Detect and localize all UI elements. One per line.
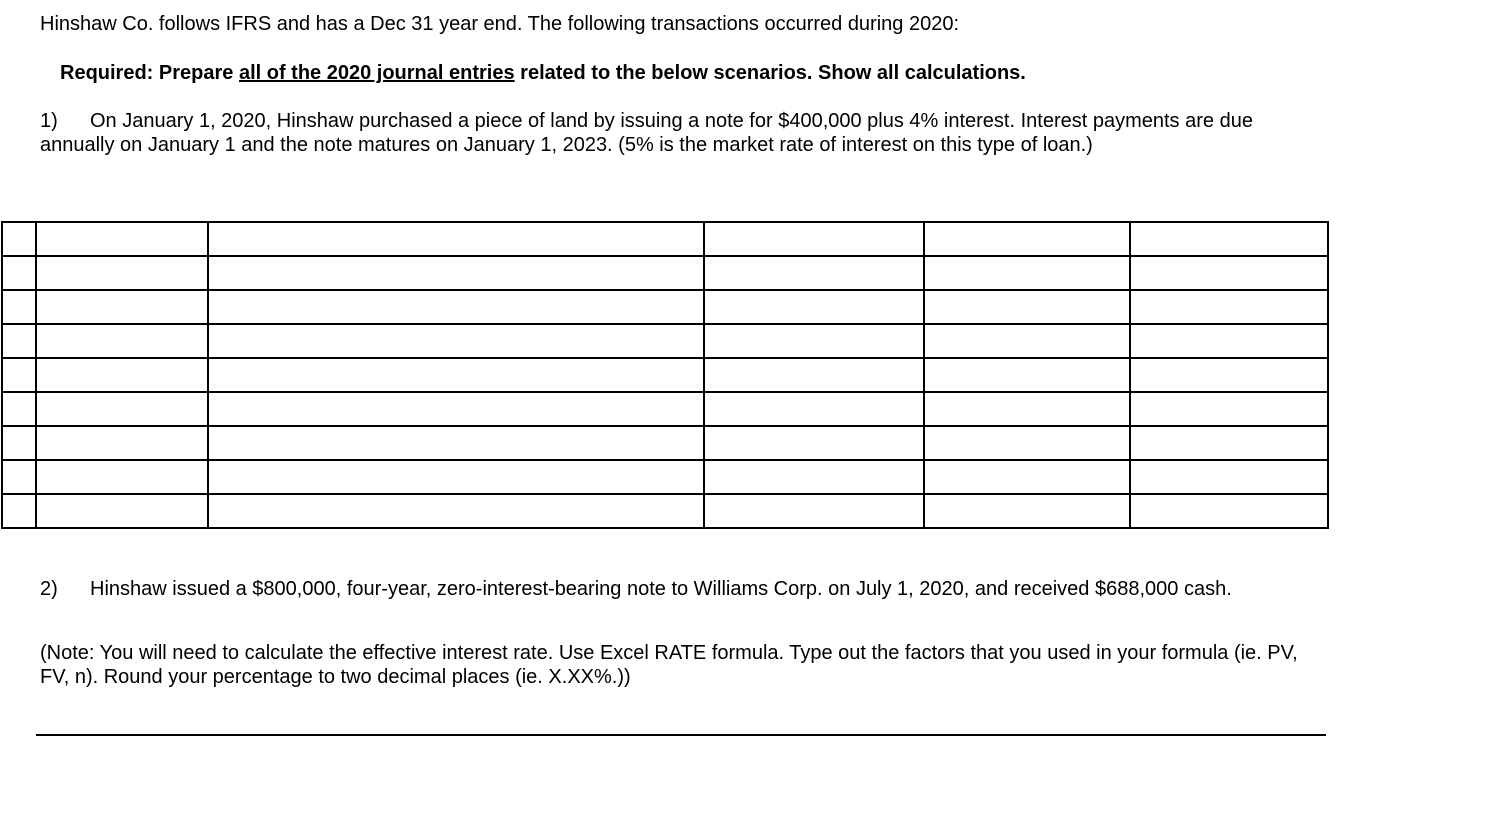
- entry-number-cell[interactable]: [2, 290, 36, 324]
- extra-cell[interactable]: [1130, 426, 1328, 460]
- date-cell[interactable]: [36, 358, 208, 392]
- date-cell[interactable]: [36, 290, 208, 324]
- account-cell[interactable]: [208, 290, 704, 324]
- account-cell[interactable]: [208, 358, 704, 392]
- account-cell[interactable]: [208, 392, 704, 426]
- extra-cell[interactable]: [1130, 358, 1328, 392]
- required-label: Required: Prepare: [60, 62, 239, 84]
- entry-number-cell[interactable]: [2, 494, 36, 528]
- extra-cell[interactable]: [1130, 290, 1328, 324]
- table-row: [2, 460, 1328, 494]
- date-cell[interactable]: [36, 324, 208, 358]
- date-cell[interactable]: [36, 222, 208, 256]
- credit-cell[interactable]: [924, 358, 1130, 392]
- required-rest: related to the below scenarios. Show all calculations.: [514, 62, 1026, 84]
- extra-cell[interactable]: [1130, 392, 1328, 426]
- debit-cell[interactable]: [704, 256, 924, 290]
- extra-cell[interactable]: [1130, 222, 1328, 256]
- table-row: [2, 426, 1328, 460]
- extra-cell[interactable]: [1130, 460, 1328, 494]
- journal-entry-table: [1, 221, 1329, 529]
- entry-number-cell[interactable]: [2, 358, 36, 392]
- debit-cell[interactable]: [704, 426, 924, 460]
- debit-cell[interactable]: [704, 494, 924, 528]
- date-cell[interactable]: [36, 392, 208, 426]
- entry-number-cell[interactable]: [2, 256, 36, 290]
- table-row: [2, 290, 1328, 324]
- debit-cell[interactable]: [704, 324, 924, 358]
- date-cell[interactable]: [36, 494, 208, 528]
- scenario-1-text: On January 1, 2020, Hinshaw purchased a piece of land by issuing a note for $400,000 plus 4% interest. Interest payments are due annually on January 1 and the note matures on January 1, 2023. (5% is the market rate of interest on this type of loan.): [40, 110, 1253, 156]
- credit-cell[interactable]: [924, 494, 1130, 528]
- debit-cell[interactable]: [704, 392, 924, 426]
- table-row: [2, 358, 1328, 392]
- account-cell[interactable]: [208, 426, 704, 460]
- credit-cell[interactable]: [924, 290, 1130, 324]
- scenario-1: [40, 109, 1330, 157]
- credit-cell[interactable]: [924, 256, 1130, 290]
- account-cell[interactable]: [208, 460, 704, 494]
- entry-number-cell[interactable]: [2, 426, 36, 460]
- extra-cell[interactable]: [1130, 256, 1328, 290]
- scenario-2-text: Hinshaw issued a $800,000, four-year, zero-interest-bearing note to Williams Corp. on July 1, 2020, and received $688,000 cash.: [90, 578, 1232, 600]
- date-cell[interactable]: [36, 426, 208, 460]
- entry-number-cell[interactable]: [2, 324, 36, 358]
- credit-cell[interactable]: [924, 324, 1130, 358]
- scenario-2: [40, 577, 1330, 601]
- extra-cell[interactable]: [1130, 324, 1328, 358]
- table-row: [2, 256, 1328, 290]
- credit-cell[interactable]: [924, 392, 1130, 426]
- extra-cell[interactable]: [1130, 494, 1328, 528]
- table-row: [2, 324, 1328, 358]
- date-cell[interactable]: [36, 256, 208, 290]
- debit-cell[interactable]: [704, 460, 924, 494]
- account-cell[interactable]: [208, 494, 704, 528]
- journal-entry-rows: [2, 222, 1328, 528]
- entry-number-cell[interactable]: [2, 460, 36, 494]
- entry-number-cell[interactable]: [2, 392, 36, 426]
- scenario-2-number: 2): [40, 578, 58, 600]
- required-underlined: all of the 2020 journal entries: [238, 62, 515, 84]
- debit-cell[interactable]: [704, 358, 924, 392]
- account-cell[interactable]: [208, 324, 704, 358]
- table-row: [2, 222, 1328, 256]
- debit-cell[interactable]: [704, 290, 924, 324]
- table-row: [2, 392, 1328, 426]
- account-cell[interactable]: [208, 222, 704, 256]
- table-row: [2, 494, 1328, 528]
- debit-cell[interactable]: [704, 222, 924, 256]
- answer-line[interactable]: [36, 734, 1326, 736]
- credit-cell[interactable]: [924, 460, 1130, 494]
- date-cell[interactable]: [36, 460, 208, 494]
- intro-text: Hinshaw Co. follows IFRS and has a Dec 31 year end. The following transactions occurred during 2020:: [40, 13, 960, 35]
- scenario-1-number: 1): [40, 110, 58, 132]
- scenario-2-note: (Note: You will need to calculate the effective interest rate. Use Excel RATE formula. Type out the factors that you used in your formula (ie. PV, FV, n). Round your percentage to two decimal places (ie. X.XX%.)): [40, 642, 1298, 688]
- required-instruction: [60, 61, 1026, 85]
- account-cell[interactable]: [208, 256, 704, 290]
- credit-cell[interactable]: [924, 426, 1130, 460]
- credit-cell[interactable]: [924, 222, 1130, 256]
- entry-number-cell[interactable]: [2, 222, 36, 256]
